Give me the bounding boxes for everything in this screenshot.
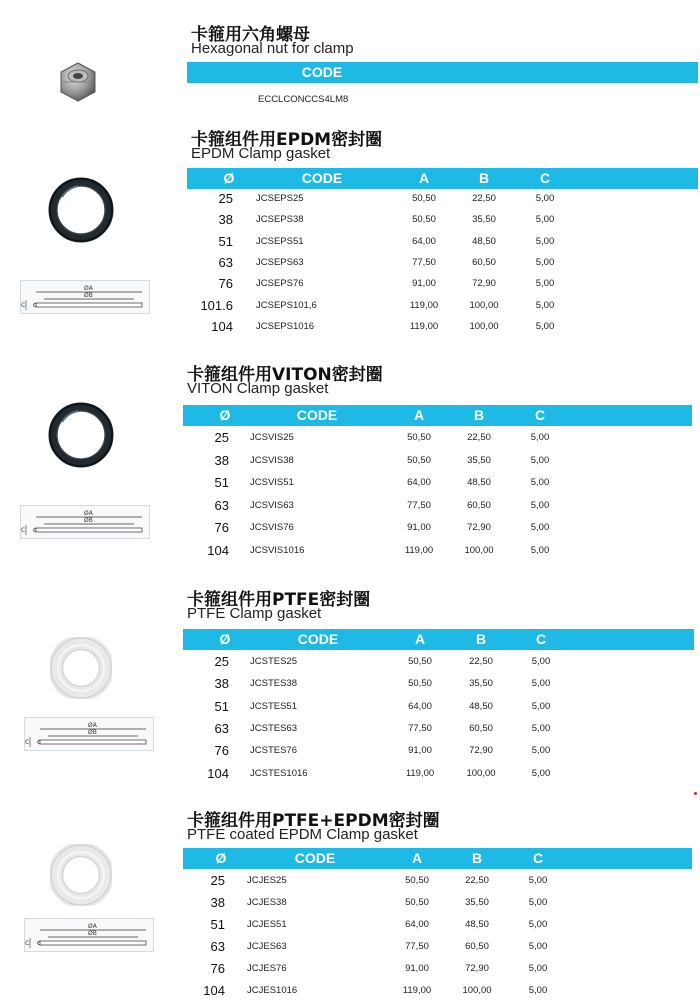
dimension-c-cell: 5,00 bbox=[531, 700, 551, 712]
diameter-cell: 63 bbox=[214, 720, 229, 736]
code-cell: JCSVIS51 bbox=[250, 477, 294, 488]
column-header-b: B bbox=[478, 170, 490, 186]
dimension-c-cell: 5,00 bbox=[528, 875, 548, 886]
dimension-b-cell: 35,50 bbox=[469, 678, 493, 690]
table-row bbox=[0, 316, 700, 338]
diameter-cell: 104 bbox=[203, 983, 225, 998]
code-cell: JCSVIS63 bbox=[250, 499, 294, 511]
diameter-cell: 76 bbox=[218, 276, 233, 292]
dimension-b-cell: 48,50 bbox=[472, 235, 496, 247]
dimension-b-cell: 35,50 bbox=[465, 897, 489, 908]
product-section bbox=[0, 360, 700, 558]
column-header-c: C bbox=[532, 850, 544, 866]
code-cell: JCJES1016 bbox=[247, 985, 298, 996]
dimension-b-cell: 100,00 bbox=[469, 320, 499, 332]
dimension-a-cell: 64,00 bbox=[405, 919, 429, 930]
column-header-b: B bbox=[475, 631, 487, 647]
svg-text:C: C bbox=[25, 739, 30, 746]
section-title-en: PTFE Clamp gasket bbox=[187, 605, 322, 622]
section-title-en: PTFE coated EPDM Clamp gasket bbox=[187, 826, 418, 843]
code-cell: JCSTES1016 bbox=[250, 767, 308, 779]
code-cell: JCSVIS38 bbox=[250, 454, 294, 466]
diameter-cell: 104 bbox=[207, 542, 229, 558]
svg-text:C: C bbox=[21, 302, 26, 309]
diameter-cell: 51 bbox=[214, 698, 229, 714]
table-row bbox=[0, 252, 700, 274]
dimension-c-cell: 5,00 bbox=[528, 941, 548, 952]
code-cell: JCSEPS63 bbox=[256, 256, 304, 268]
svg-text:ØB: ØB bbox=[84, 517, 93, 524]
code-cell: JCSTES51 bbox=[250, 700, 297, 712]
diameter-cell: 76 bbox=[214, 743, 229, 759]
section-title-cn: 卡箍组件用VITON密封圈 bbox=[187, 365, 383, 385]
section-title-cn: 卡箍组件用PTFE+EPDM密封圈 bbox=[187, 811, 440, 831]
column-header-a: A bbox=[418, 170, 430, 186]
dimension-a-cell: 64,00 bbox=[408, 700, 432, 712]
hex-nut-icon bbox=[56, 60, 100, 109]
product-code: ECCLCONCCS4LM8 bbox=[258, 94, 349, 105]
code-cell: JCSEPS76 bbox=[256, 278, 304, 290]
dimension-b-cell: 72,90 bbox=[472, 278, 496, 290]
dimension-b-cell: 22,50 bbox=[469, 656, 493, 667]
dimension-a-cell: 50,50 bbox=[405, 875, 429, 886]
table-row bbox=[0, 472, 700, 494]
dimension-b-cell: 60,50 bbox=[472, 256, 496, 268]
column-header-d: Ø bbox=[223, 170, 235, 186]
dimension-b-cell: 100,00 bbox=[464, 544, 494, 556]
diameter-cell: 38 bbox=[210, 895, 225, 910]
dimension-a-cell: 91,00 bbox=[412, 278, 436, 290]
dimension-a-cell: 119,00 bbox=[404, 544, 434, 556]
section-title-cn: 卡箍组件用PTFE密封圈 bbox=[187, 590, 371, 610]
table-row bbox=[0, 89, 700, 111]
dimension-a-cell: 77,50 bbox=[408, 722, 432, 734]
dimension-b-cell: 100,00 bbox=[462, 985, 492, 996]
section-title-cn: 卡箍组件用EPDM密封圈 bbox=[191, 130, 383, 150]
svg-text:C: C bbox=[25, 940, 30, 947]
red-dot-mark bbox=[694, 792, 697, 795]
diameter-cell: 76 bbox=[214, 520, 229, 535]
table-header bbox=[183, 405, 692, 426]
dimension-b-cell: 60,50 bbox=[467, 499, 491, 511]
table-header bbox=[187, 168, 698, 189]
diameter-cell: 25 bbox=[214, 430, 229, 445]
code-cell: JCSTES76 bbox=[250, 745, 297, 757]
black-gasket-ring-icon bbox=[48, 402, 114, 473]
column-header-c: C bbox=[535, 631, 547, 647]
code-cell: JCSTES63 bbox=[250, 722, 297, 734]
table-row bbox=[0, 980, 700, 1002]
dimension-a-cell: 91,00 bbox=[408, 745, 432, 757]
dimension-a-cell: 50,50 bbox=[412, 214, 436, 226]
dimension-c-cell: 5,00 bbox=[535, 235, 555, 247]
dimension-c-cell: 5,00 bbox=[535, 278, 555, 290]
svg-text:ØB: ØB bbox=[88, 930, 97, 937]
dimension-a-cell: 91,00 bbox=[405, 963, 429, 974]
svg-text:ØB: ØB bbox=[84, 292, 93, 299]
dimension-c-cell: 5,00 bbox=[530, 522, 550, 533]
white-gasket-ring-icon bbox=[50, 637, 112, 704]
diameter-cell: 38 bbox=[214, 676, 229, 692]
dimension-a-cell: 64,00 bbox=[412, 235, 436, 247]
dimension-c-cell: 5,00 bbox=[535, 193, 555, 204]
section-title-cn: 卡箍用六角螺母 bbox=[191, 25, 310, 45]
dimension-a-cell: 77,50 bbox=[407, 499, 431, 511]
section-title-en: EPDM Clamp gasket bbox=[191, 145, 331, 162]
diameter-cell: 38 bbox=[218, 212, 233, 228]
dimension-c-cell: 5,00 bbox=[531, 767, 551, 779]
dimension-c-cell: 5,00 bbox=[531, 745, 551, 757]
dimension-c-cell: 5,00 bbox=[528, 985, 548, 996]
dimension-a-cell: 91,00 bbox=[407, 522, 431, 533]
dimension-c-cell: 5,00 bbox=[530, 432, 550, 443]
dimension-b-cell: 60,50 bbox=[465, 941, 489, 952]
table-header bbox=[183, 848, 692, 869]
gasket-cross-section-drawing bbox=[24, 918, 154, 957]
code-cell: JCSEPS25 bbox=[256, 193, 304, 204]
dimension-a-cell: 50,50 bbox=[408, 678, 432, 690]
column-header-code: CODE bbox=[301, 64, 343, 80]
code-cell: JCSTES38 bbox=[250, 678, 297, 690]
column-header-b: B bbox=[473, 407, 485, 423]
dimension-c-cell: 5,00 bbox=[528, 897, 548, 908]
code-cell: JCSEPS51 bbox=[256, 235, 304, 247]
product-section bbox=[0, 125, 700, 334]
dimension-a-cell: 119,00 bbox=[409, 320, 439, 332]
column-header-a: A bbox=[413, 407, 425, 423]
dimension-b-cell: 35,50 bbox=[467, 454, 491, 466]
dimension-b-cell: 48,50 bbox=[465, 919, 489, 930]
diameter-cell: 25 bbox=[210, 873, 225, 888]
diameter-cell: 76 bbox=[210, 961, 225, 976]
dimension-a-cell: 50,50 bbox=[408, 656, 432, 667]
dimension-b-cell: 72,90 bbox=[467, 522, 491, 533]
dimension-a-cell: 50,50 bbox=[407, 454, 431, 466]
svg-text:ØA: ØA bbox=[84, 510, 93, 517]
code-cell: JCJES51 bbox=[247, 919, 287, 930]
diameter-cell: 63 bbox=[218, 254, 233, 270]
dimension-b-cell: 48,50 bbox=[467, 477, 491, 488]
code-cell: JCSTES25 bbox=[250, 656, 297, 667]
diameter-cell: 51 bbox=[218, 233, 233, 249]
gasket-cross-section-drawing bbox=[24, 717, 154, 756]
dimension-a-cell: 64,00 bbox=[407, 477, 431, 488]
gasket-cross-section-drawing bbox=[20, 505, 150, 544]
diameter-cell: 101.6 bbox=[200, 297, 233, 313]
column-header-c: C bbox=[539, 170, 551, 186]
dimension-c-cell: 5,00 bbox=[530, 544, 550, 556]
dimension-b-cell: 60,50 bbox=[469, 722, 493, 734]
column-header-d: Ø bbox=[219, 631, 231, 647]
column-header-a: A bbox=[411, 850, 423, 866]
column-header-code: CODE bbox=[301, 170, 343, 186]
column-header-d: Ø bbox=[215, 850, 227, 866]
dimension-a-cell: 50,50 bbox=[405, 897, 429, 908]
section-title-en: Hexagonal nut for clamp bbox=[191, 40, 354, 57]
dimension-c-cell: 5,00 bbox=[535, 214, 555, 226]
code-cell: JCSVIS1016 bbox=[250, 544, 305, 556]
dimension-b-cell: 48,50 bbox=[469, 700, 493, 712]
code-cell: JCSEPS38 bbox=[256, 214, 304, 226]
diameter-cell: 63 bbox=[214, 497, 229, 513]
svg-text:ØA: ØA bbox=[88, 722, 97, 729]
table-row bbox=[0, 763, 700, 785]
table-header bbox=[183, 629, 694, 650]
column-header-code: CODE bbox=[297, 631, 339, 647]
code-cell: JCJES63 bbox=[247, 941, 287, 952]
code-cell: JCSVIS25 bbox=[250, 432, 294, 443]
dimension-c-cell: 5,00 bbox=[535, 320, 555, 332]
code-cell: JCSEPS1016 bbox=[256, 320, 315, 332]
white-gasket-ring-icon bbox=[50, 844, 112, 911]
column-header-code: CODE bbox=[294, 850, 336, 866]
dimension-c-cell: 5,00 bbox=[528, 963, 548, 974]
dimension-c-cell: 5,00 bbox=[530, 477, 550, 488]
dimension-b-cell: 22,50 bbox=[467, 432, 491, 443]
code-cell: JCJES25 bbox=[247, 875, 287, 886]
column-header-d: Ø bbox=[219, 407, 231, 423]
dimension-b-cell: 22,50 bbox=[472, 193, 496, 204]
diameter-cell: 51 bbox=[210, 917, 225, 932]
diameter-cell: 104 bbox=[207, 765, 229, 781]
product-section bbox=[0, 585, 700, 781]
dimension-c-cell: 5,00 bbox=[528, 919, 548, 930]
svg-text:ØB: ØB bbox=[88, 729, 97, 736]
table-header bbox=[187, 62, 698, 83]
dimension-c-cell: 5,00 bbox=[530, 499, 550, 511]
dimension-a-cell: 119,00 bbox=[405, 767, 435, 779]
dimension-a-cell: 50,50 bbox=[412, 193, 436, 204]
column-header-a: A bbox=[414, 631, 426, 647]
dimension-b-cell: 100,00 bbox=[469, 299, 499, 311]
dimension-b-cell: 22,50 bbox=[465, 875, 489, 886]
dimension-a-cell: 119,00 bbox=[409, 299, 439, 311]
dimension-b-cell: 72,90 bbox=[469, 745, 493, 757]
gasket-cross-section-drawing bbox=[20, 280, 150, 319]
section-title-en: VITON Clamp gasket bbox=[187, 380, 329, 397]
dimension-a-cell: 77,50 bbox=[412, 256, 436, 268]
diameter-cell: 25 bbox=[214, 654, 229, 669]
dimension-b-cell: 35,50 bbox=[472, 214, 496, 226]
diameter-cell: 38 bbox=[214, 452, 229, 468]
code-cell: JCSVIS76 bbox=[250, 522, 294, 533]
svg-text:ØA: ØA bbox=[88, 923, 97, 930]
dimension-a-cell: 119,00 bbox=[402, 985, 432, 996]
column-header-code: CODE bbox=[296, 407, 338, 423]
svg-text:C: C bbox=[21, 527, 26, 534]
svg-text:ØA: ØA bbox=[84, 285, 93, 292]
code-cell: JCJES38 bbox=[247, 897, 287, 908]
dimension-a-cell: 50,50 bbox=[407, 432, 431, 443]
dimension-b-cell: 72,90 bbox=[465, 963, 489, 974]
dimension-b-cell: 100,00 bbox=[466, 767, 496, 779]
dimension-c-cell: 5,00 bbox=[535, 299, 555, 311]
diameter-cell: 25 bbox=[218, 191, 233, 206]
code-cell: JCJES76 bbox=[247, 963, 287, 974]
column-header-b: B bbox=[471, 850, 483, 866]
diameter-cell: 51 bbox=[214, 475, 229, 490]
dimension-c-cell: 5,00 bbox=[531, 656, 551, 667]
dimension-a-cell: 77,50 bbox=[405, 941, 429, 952]
dimension-c-cell: 5,00 bbox=[530, 454, 550, 466]
product-section bbox=[0, 806, 700, 996]
dimension-c-cell: 5,00 bbox=[531, 722, 551, 734]
black-gasket-ring-icon bbox=[48, 177, 114, 248]
dimension-c-cell: 5,00 bbox=[531, 678, 551, 690]
diameter-cell: 63 bbox=[210, 939, 225, 954]
code-cell: JCSEPS101,6 bbox=[256, 299, 317, 311]
column-header-c: C bbox=[534, 407, 546, 423]
diameter-cell: 104 bbox=[211, 318, 233, 334]
table-row bbox=[0, 958, 700, 980]
dimension-c-cell: 5,00 bbox=[535, 256, 555, 268]
